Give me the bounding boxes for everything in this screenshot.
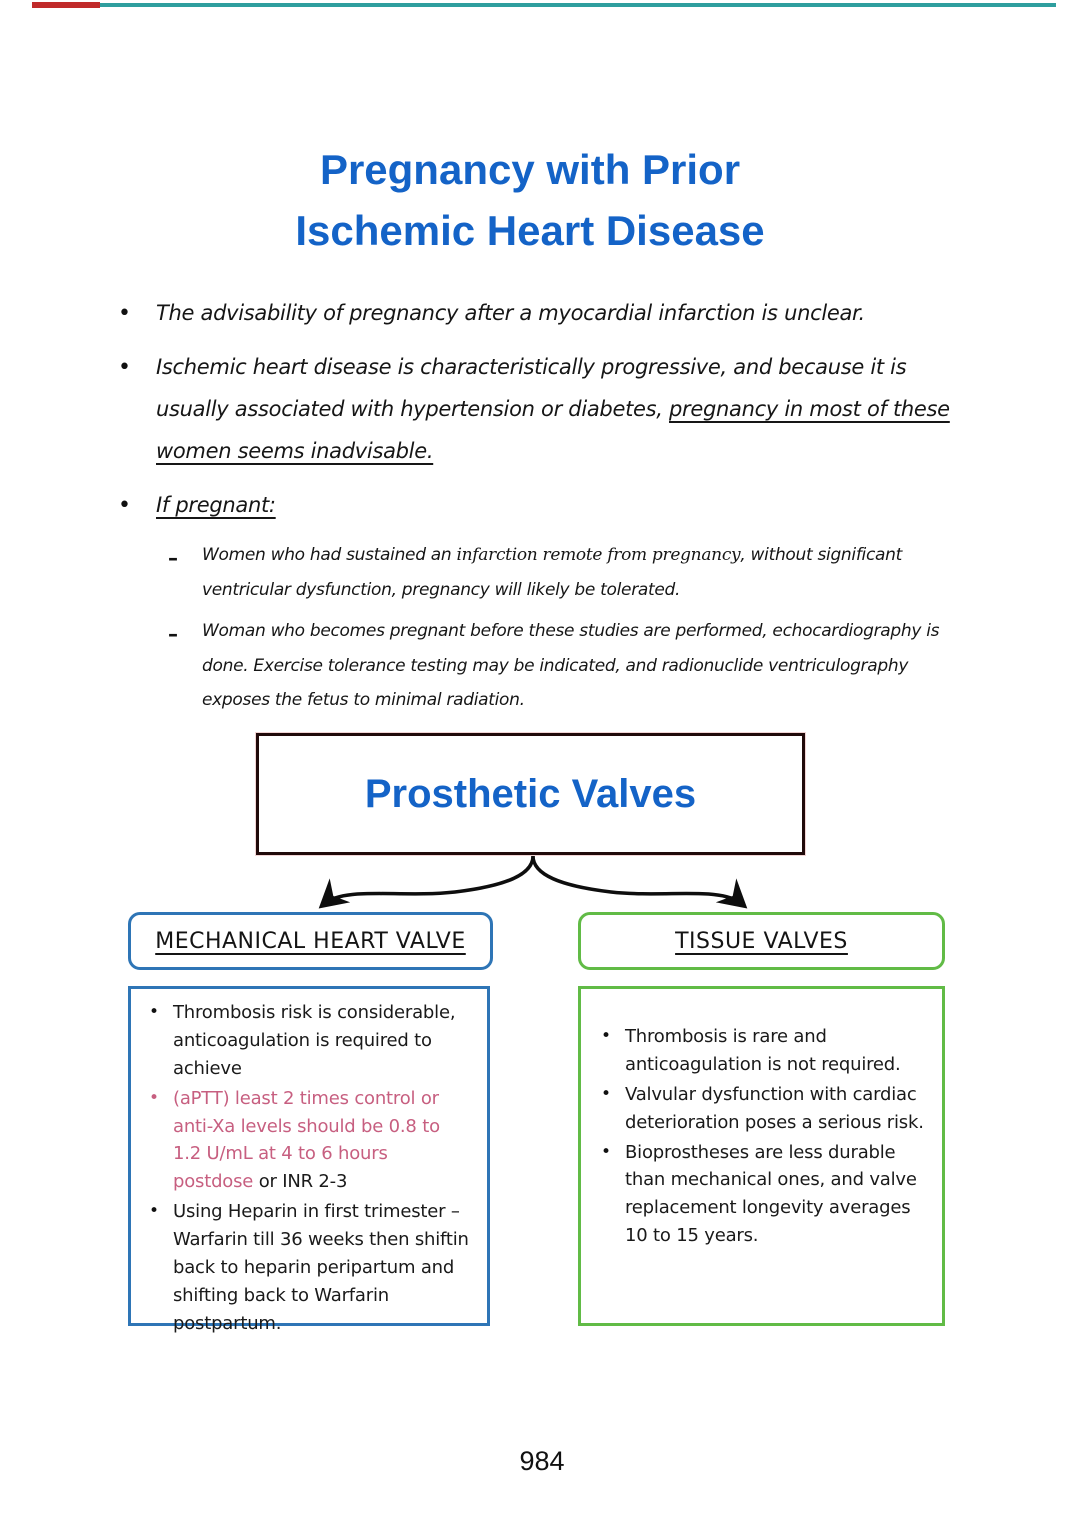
tissue-content-box [578, 986, 945, 1326]
split-arrow [0, 850, 1084, 920]
bullet-text-underlined: If pregnant: [156, 493, 276, 517]
bullet-ischemic-progressive [112, 346, 958, 472]
sub-bullet-text: Women who had sustained an [202, 545, 457, 565]
page-number: 984 [519, 1446, 565, 1476]
bullet-advisability [112, 292, 958, 334]
prosthetic-valves-label: Prosthetic Valves [364, 771, 697, 816]
mechanical-header-label: MECHANICAL HEART VALVE [155, 928, 466, 954]
arrow-to-tissue [533, 856, 742, 904]
bullet-text-black: or INR 2-3 [253, 1171, 348, 1193]
bullet-text: Valvular dysfunction with cardiac deterioration poses a serious risk. [625, 1083, 924, 1133]
tissue-bullet-thrombosis [597, 1023, 928, 1079]
tissue-bullet-bioprostheses [597, 1139, 928, 1251]
intro-bullet-list [112, 292, 958, 724]
prosthetic-valves-box [256, 733, 805, 855]
bullet-if-pregnant [112, 484, 958, 526]
sub-bullet-text: Woman who becomes pregnant before these studies are performed, echocardiography is done. Exercise tolerance testing may be indicated, and radionuclide ventriculography exposes the fetus to minimal radiation. [202, 620, 940, 711]
sub-bullet-infarction-remote [168, 538, 958, 608]
mechanical-header-box [128, 912, 493, 970]
bullet-text: Bioprostheses are less durable than mechanical ones, and valve replacement longevity averages 10 to 15 years. [625, 1141, 917, 1247]
sub-bullet-studies [168, 614, 958, 719]
tissue-header-label: TISSUE VALVES [675, 928, 848, 954]
top-edge-teal-line [100, 3, 1056, 7]
mechanical-bullet-heparin [145, 1198, 473, 1337]
tissue-bullet-valvular [597, 1081, 928, 1137]
sub-bullet-text-italic: infarction remote from pregnancy [456, 545, 741, 565]
page-title-line1: Pregnancy with Prior [319, 146, 741, 193]
tissue-header-box [578, 912, 945, 970]
page-title-line2: Ischemic Heart Disease [295, 206, 765, 254]
bullet-text: Thrombosis is rare and anticoagulation is not required. [625, 1026, 901, 1075]
arrow-to-mechanical [324, 856, 533, 904]
mechanical-bullet-thrombosis [145, 999, 473, 1083]
bullet-text: The advisability of pregnancy after a myocardial infarction is unclear. [156, 301, 865, 325]
sub-bullet-list [168, 538, 958, 718]
bullet-text: Ischemic heart disease is characteristically progressive, and because it is usually associated with hypertension or diabetes, [156, 355, 907, 421]
top-edge-red-mark [32, 2, 100, 8]
sub-bullet-text: , without significant ventricular dysfunction, pregnancy will likely be tolerated. [202, 545, 902, 600]
bullet-text: Thrombosis risk is considerable, anticoagulation is required to achieve [173, 1002, 456, 1079]
page-title [0, 140, 1060, 262]
mechanical-bullet-aptt [145, 1085, 473, 1197]
mechanical-content-box [128, 986, 490, 1334]
bullet-text-pink: (aPTT) least 2 times control or anti-Xa levels should be 0.8 to 1.2 U/mL at 4 to 6 hours postdose [173, 1087, 440, 1193]
bullet-text-underlined: pregnancy in most of these women seems inadvisable. [156, 397, 950, 463]
bullet-text: Using Heparin in first trimester – Warfarin till 36 weeks then shiftin back to heparin peripartum and shifting back to Warfarin postpartum. [173, 1201, 469, 1334]
